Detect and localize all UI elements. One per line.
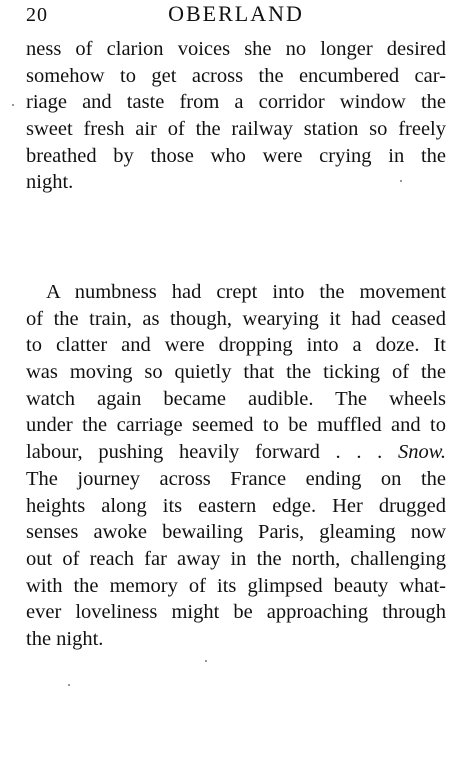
- page-number: 20: [26, 4, 48, 26]
- text-line-with-italic: [26, 439, 446, 466]
- scan-speck: [400, 180, 402, 182]
- paragraph-1: [26, 36, 446, 196]
- text-line: under the carriage seemed to be muffled and to: [26, 414, 446, 437]
- scan-speck: [205, 660, 207, 662]
- text-line: sweet fresh air of the railway station so freely: [26, 118, 446, 141]
- text-line: was moving so quietly that the ticking of the: [26, 361, 446, 384]
- text-line: to clatter and were dropping into a doze. It: [26, 334, 446, 357]
- text-line: watch again became audible. The wheels: [26, 387, 446, 410]
- running-title: OBERLAND: [168, 1, 304, 26]
- text-line: out of reach far away in the north, challenging: [26, 547, 446, 570]
- text-line: riage and taste from a corridor window the: [26, 91, 446, 114]
- text-line: heights along its eastern edge. Her drugged: [26, 494, 446, 517]
- paragraph-2: [26, 279, 446, 653]
- text-line: ness of clarion voices she no longer desired: [26, 38, 446, 60]
- text-line: night.: [26, 171, 74, 194]
- text-line: the night.: [26, 627, 104, 650]
- text-line: senses awoke bewailing Paris, gleaming now: [26, 521, 446, 544]
- text-segment: labour, pushing heavily forward . . .: [26, 441, 398, 464]
- text-line: ever loveliness might be approaching through: [26, 601, 446, 624]
- text-line: breathed by those who were crying in the: [26, 144, 446, 167]
- text-line: with the memory of its glimpsed beauty what-: [26, 574, 446, 597]
- text-line: A numbness had crept into the movement: [46, 281, 446, 303]
- text-line: The journey across France ending on the: [26, 467, 446, 490]
- text-line: somehow to get across the encumbered car-: [26, 64, 446, 87]
- italic-word: Snow.: [397, 441, 446, 464]
- scan-speck: [12, 104, 14, 106]
- scan-speck: [68, 684, 70, 686]
- text-line: of the train, as though, wearying it had ceased: [26, 307, 446, 330]
